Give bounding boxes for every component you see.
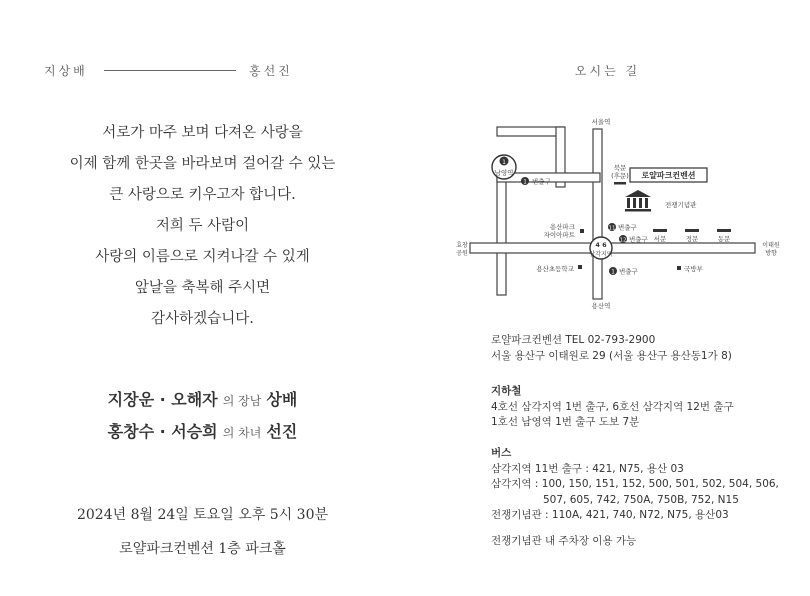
bride-first-name: 선진 [266,422,298,441]
message-line: 앞날을 축복해 주시면 [134,280,271,296]
mnd-label: 국방부 [684,265,703,273]
west-gate-label: 서문 [653,235,667,243]
subway-info [491,384,734,431]
yongsan-park-label-2: 자이아파트 [543,231,575,239]
bride-parents-row [0,416,405,448]
east-gate-label: 동문 [717,235,731,243]
venue-address: 서울 용산구 이태원로 29 (서울 용산구 용산동1가 8) [491,349,732,362]
namyeong-station-label: 남영역 [494,169,514,177]
samgakji-exit-1-label: 번출구 [619,267,638,276]
message-line: 이제 함께 한곳을 바라보며 걸어갈 수 있는 [69,156,336,172]
elementary-school-label: 용산초등학교 [536,265,574,273]
namyeong-exit-label: 번출구 [532,177,551,186]
message-line: 감사하겠습니다. [151,311,254,327]
parking-text: 전쟁기념관 내 주차장 이용 가능 [491,535,637,547]
venue-contact [491,333,732,364]
namyeong-line-number: 1 [502,159,506,166]
bus-heading: 버스 [491,447,512,459]
venue-label: 로얄파크컨벤션 [641,171,696,180]
hyochang-park-label-2: 공원 [456,250,468,257]
invitation-message [0,118,405,335]
subway-line: 1호선 남영역 1번 출구 도보 7분 [491,416,640,428]
exit-12-label: 번출구 [629,235,648,244]
subway-heading: 지하철 [491,385,522,397]
bus-line: 삼각지역 : 100, 150, 151, 152, 500, 501, 502, 504, 506, [491,478,779,490]
venue-building-icon [625,190,651,212]
back-gate-label: (후문) [611,172,629,180]
exit-11-number: 11 [608,225,616,232]
bus-info [491,446,779,524]
groom-name: 지상배 [44,64,88,78]
event-details [0,498,405,566]
bus-line-continued: 507, 605, 742, 750A, 750B, 752, N15 [543,493,739,506]
road-upper-horizontal [497,127,564,136]
parents-section [0,384,405,448]
samgakji-exit-1-number: 1 [611,268,615,276]
groom-relation: 의 장남 [222,394,262,408]
exit-11-label: 번출구 [618,223,637,232]
name-divider-line [104,70,236,71]
message-line: 사랑의 이름으로 지켜나갈 수 있게 [95,249,310,265]
samgakji-line-numbers: 4 6 [595,241,607,249]
location-map [455,113,785,313]
bride-parents-names: 홍창수 · 서승희 [107,422,218,441]
message-line: 서로가 마주 보며 다져온 사랑을 [102,125,303,141]
event-date: 2024년 8월 24일 토요일 오후 5시 30분 [76,507,328,523]
exit-12-number: 12 [619,237,627,244]
namyeong-exit-number: 1 [523,178,527,186]
itaewon-label-2: 방향 [765,250,777,257]
war-memorial-label: 전쟁기념관 [665,201,697,209]
groom-first-name: 상배 [266,390,298,409]
venue-name-tel: 로얄파크컨벤션 TEL 02-793-2900 [491,334,656,346]
groom-parents-row [0,384,405,416]
yongsan-park-label-1: 용산파크 [549,223,575,231]
subway-line: 4호선 삼각지역 1번 출구, 6호선 삼각지역 12번 출구 [491,400,734,413]
yongsan-station-label: 용산역 [591,302,611,310]
invitation-right-page [405,0,810,596]
message-line: 큰 사랑으로 키우고자 합니다. [109,187,296,203]
parking-info [491,534,636,550]
main-gate-label: 정문 [685,235,699,243]
north-gate-label: 북문 [613,164,627,172]
hyochang-park-label-1: 효창 [456,242,468,249]
directions-title: 오시는 길 [574,64,641,78]
samgakji-station-label: 삼각지역 [589,251,613,258]
itaewon-label-1: 이태원 [762,242,780,249]
road-north-south-main [593,129,602,299]
bride-name: 홍선진 [249,64,293,78]
groom-parents-names: 지장운 · 오해자 [107,390,218,409]
bus-line: 삼각지역 11번 출구 : 421, N75, 용산 03 [491,462,684,475]
message-line: 저희 두 사람이 [155,218,250,234]
event-venue: 로얄파크컨벤션 1층 파크홀 [119,541,286,557]
seoul-station-label: 서울역 [591,118,611,126]
bus-line: 전쟁기념관 : 110A, 421, 740, N72, N75, 용산03 [491,509,729,521]
bride-relation: 의 차녀 [222,426,262,440]
